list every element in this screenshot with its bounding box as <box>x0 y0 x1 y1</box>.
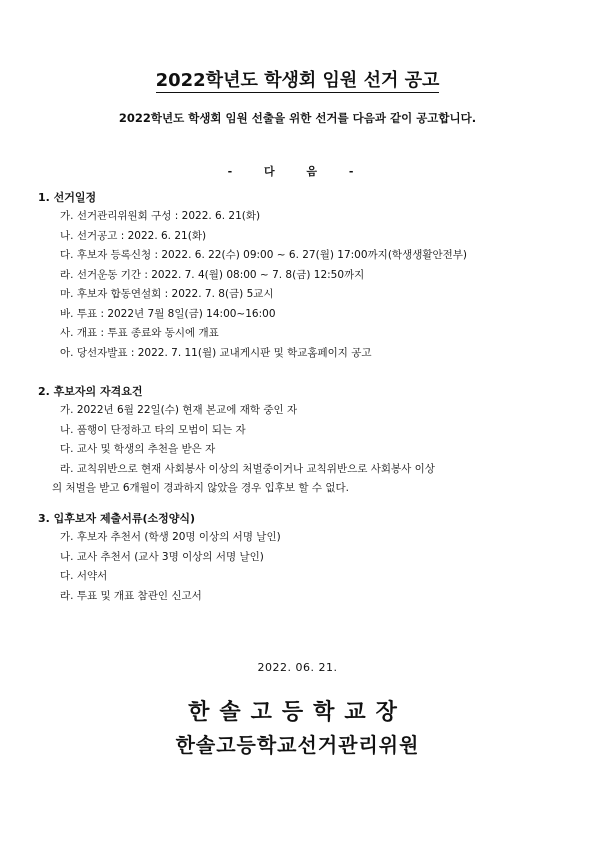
list-item: 라. 교칙위반으로 현재 사회봉사 이상의 처벌중이거나 교칙위반으로 사회봉사 이상 <box>60 462 435 475</box>
list-item: 가. 2022년 6월 22일(수) 현재 본교에 재학 중인 자 <box>60 404 298 416</box>
list-item: 가. 후보자 추천서 (학생 20명 이상의 서명 날인) <box>60 531 281 543</box>
notice-date: 2022. 06. 21. <box>257 661 338 674</box>
list-item: 다. 후보자 등록신청 : 2022. 6. 22(수) 09:00 ~ 6. 27(월) 17:00까지(학생생활안전부) <box>60 249 468 261</box>
section-required-documents <box>38 510 568 606</box>
signature-committee: 한솔고등학교선거관리위원 <box>175 733 420 757</box>
notice-title: 2022학년도 학생회 임원 선거 공고 <box>155 70 440 91</box>
section-heading: 1. 선거일정 <box>38 191 97 204</box>
list-item: 나. 선거공고 : 2022. 6. 21(화) <box>60 229 207 242</box>
list-item-continuation: 의 처벌을 받고 6개월이 경과하지 않았을 경우 입후보 할 수 없다. <box>52 482 349 494</box>
list-item: 가. 선거관리위원회 구성 : 2022. 6. 21(화) <box>60 210 261 222</box>
list-item: 다. 교사 및 학생의 추천을 받은 자 <box>60 443 216 455</box>
list-item: 바. 투표 : 2022년 7월 8일(금) 14:00~16:00 <box>60 307 276 320</box>
daeum-heading: - 다 음 - <box>227 165 368 178</box>
section-heading: 2. 후보자의 자격요건 <box>38 385 143 398</box>
notice-subtitle: 2022학년도 학생회 임원 선출을 위한 선거를 다음과 같이 공고합니다. <box>118 111 477 125</box>
list-item: 마. 후보자 합동연설회 : 2022. 7. 8(금) 5교시 <box>60 288 274 300</box>
list-item: 라. 투표 및 개표 참관인 신고서 <box>60 589 202 602</box>
section-election-schedule <box>38 189 568 363</box>
list-item: 아. 당선자발표 : 2022. 7. 11(월) 교내게시판 및 학교홈페이지 공고 <box>60 346 372 359</box>
list-item: 라. 선거운동 기간 : 2022. 7. 4(월) 08:00 ~ 7. 8(금) 12:50까지 <box>60 268 365 281</box>
section-heading: 3. 입후보자 제출서류(소정양식) <box>38 512 196 525</box>
list-item: 나. 교사 추천서 (교사 3명 이상의 서명 날인) <box>60 550 264 563</box>
signature-principal: 한솔고등학교장 <box>188 700 407 725</box>
list-item: 나. 품행이 단정하고 타의 모범이 되는 자 <box>60 423 246 436</box>
list-item: 다. 서약서 <box>60 570 108 582</box>
section-candidate-qualifications <box>38 383 568 499</box>
list-item: 사. 개표 : 투표 종료와 동시에 개표 <box>60 327 219 339</box>
